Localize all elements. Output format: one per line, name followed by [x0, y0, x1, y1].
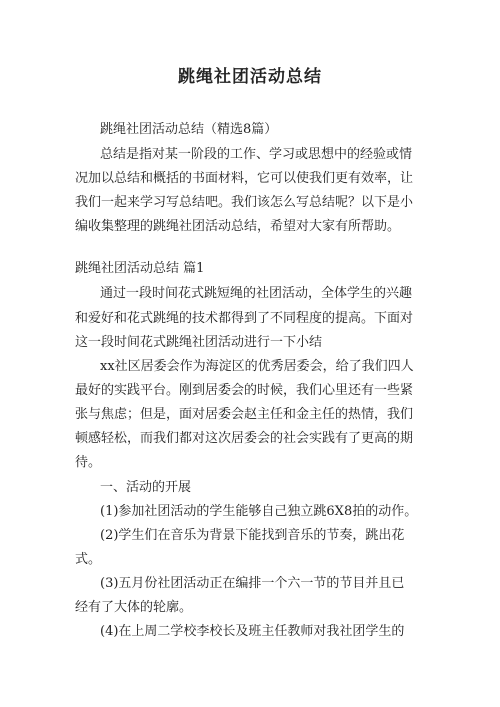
list-item: (3)五月份社团活动正在编排一个六一节的节目并且已	[100, 576, 405, 591]
sub-heading: 一、活动的开展	[100, 480, 192, 495]
intro-line: 编收集整理的跳绳社团活动总结，希望对大家有所帮助。	[75, 219, 401, 234]
paragraph-line: 和爱好和花式跳绳的技术都得到了不同程度的提高。下面对	[75, 311, 414, 326]
list-item: 经有了大体的轮廓。	[75, 600, 193, 615]
paragraph-line: 顿感轻松，而我们都对这次居委会的社会实践有了更高的期	[75, 431, 414, 446]
paragraph-line: 张与焦虑；但是，面对居委会赵主任和金主任的热情，我们	[75, 407, 414, 422]
intro-line: 我们一起来学习写总结吧。我们该怎么写总结呢？以下是小	[75, 195, 414, 210]
paragraph-line: 这一段时间花式跳绳社团活动进行一下小结	[75, 335, 323, 350]
intro-line: 总结是指对某一阶段的工作、学习或思想中的经验或情	[100, 147, 413, 162]
intro-line: 况加以总结和概括的书面材料，它可以使我们更有效率，让	[75, 171, 414, 186]
section-heading: 跳绳社团活动总结 篇1	[75, 261, 205, 276]
list-item: (4)在上周二学校李校长及班主任教师对我社团学生的	[100, 624, 405, 639]
paragraph-line: 通过一段时间花式跳短绳的社团活动，全体学生的兴趣	[100, 286, 413, 301]
paragraph-line: 最好的实践平台。刚到居委会的时候，我们心里还有一些紧	[75, 383, 414, 398]
list-item: (2)学生们在音乐为背景下能找到音乐的节奏，跳出花	[100, 528, 405, 543]
subtitle: 跳绳社团活动总结（精选8篇）	[100, 122, 278, 137]
paragraph-line: 待。	[75, 455, 102, 470]
paragraph-line: xx社区居委会作为海淀区的优秀居委会，给了我们四人	[100, 359, 414, 374]
list-item: (1)参加社团活动的学生能够自己独立跳6X8拍的动作。	[100, 504, 418, 519]
page-title: 跳绳社团活动总结	[178, 67, 322, 87]
list-item: 式。	[75, 552, 102, 567]
